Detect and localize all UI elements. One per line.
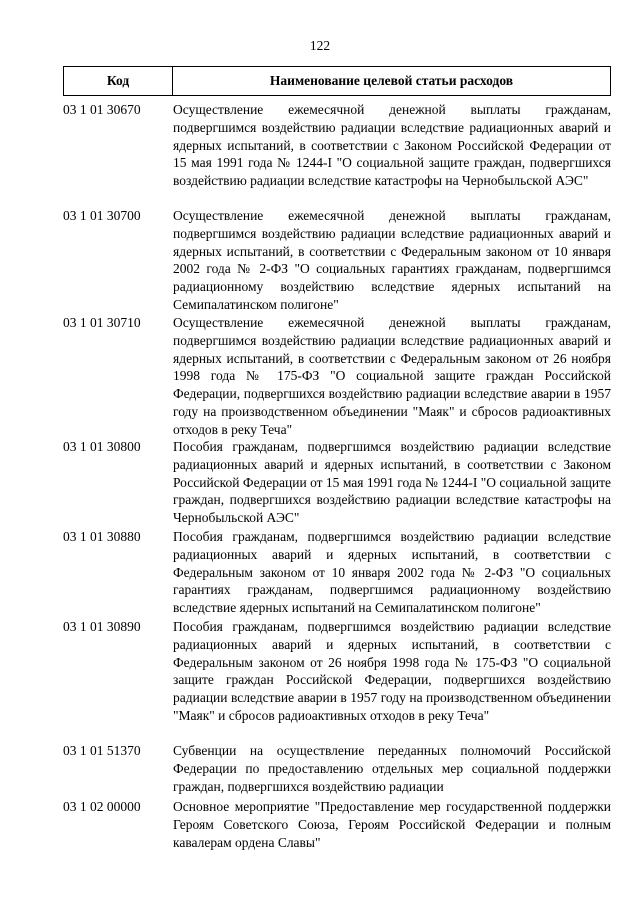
table-row [63,207,611,314]
header-code: Код [64,67,173,95]
row-code: 03 1 01 30800 [63,439,141,454]
table-row [63,742,611,798]
table-row [63,101,611,207]
budget-table [63,66,611,858]
row-name: Пособия гражданам, подвергшимся воздействию радиации вследствие радиационных аварий и ядерных испытаний, в соответствии с Законом Российской Федерации от 15 мая 1991 года № 1244-I "О социальной защите граждан, подвергшихся воздействию радиации вследствие катастрофы на Чернобыльской АЭС" [173,439,611,526]
row-code: 03 1 01 30890 [63,619,141,634]
page-number: 122 [309,38,331,53]
row-name: Пособия гражданам, подвергшимся воздействию радиации вследствие радиационных аварий и ядерных испытаний, в соответствии с Федеральным законом от 26 ноября 1998 года № 175-ФЗ "О социальной защите граждан Российской Федерации, подвергшихся воздействию радиации вследствие аварии в 1957 году на производственном объединении "Маяк" и сбросов радиоактивных отходов в реку Теча" [173,619,611,723]
row-name: Субвенции на осуществление переданных полномочий Российской Федерации по предоставлению отдельных мер социальной поддержки граждан, подвергшихся воздействию радиации [173,743,611,794]
table-row [63,528,611,618]
row-name: Осуществление ежемесячной денежной выплаты гражданам, подвергшимся воздействию радиации вследствие радиационных аварий и ядерных испытаний, в соответствии с Законом Российской Федерации от 15 мая 1991 года № 1244-I "О социальной защите граждан, подвергшихся воздействию радиации вследствие катастрофы на Чернобыльской АЭС" [173,102,611,189]
row-code: 03 1 01 30700 [63,208,141,223]
row-name: Пособия гражданам, подвергшимся воздействию радиации вследствие радиационных аварий и ядерных испытаний, в соответствии с Федеральным законом от 10 января 2002 года № 2-ФЗ "О социальных гарантиях гражданам, подвергшимся радиационному воздействию вследствие ядерных испытаний на Семипалатинском полигоне" [173,529,611,616]
row-name: Осуществление ежемесячной денежной выплаты гражданам, подвергшимся воздействию радиации вследствие радиационных аварий и ядерных испытаний, в соответствии с Федеральным законом от 26 ноября 1998 года № 175-ФЗ "О социальной защите граждан Российской Федерации, подвергшихся воздействию радиации вследствие аварии в 1957 году на производственном объединении "Маяк" и сбросов радиоактивных отходов в реку Теча" [173,315,611,437]
row-code: 03 1 02 00000 [63,799,141,814]
table-row [63,798,611,858]
row-code: 03 1 01 51370 [63,743,141,758]
table-row [63,438,611,528]
table-header [63,66,611,96]
row-name: Осуществление ежемесячной денежной выплаты гражданам, подвергшимся воздействию радиации вследствие радиационных аварий и ядерных испытаний, в соответствии с Федеральным законом от 10 января 2002 года № 2-ФЗ "О социальных гарантиях гражданам, подвергшимся радиационному воздействию вследствие ядерных испытаний на Семипалатинском полигоне" [173,208,611,312]
table-row [63,314,611,438]
row-code: 03 1 01 30880 [63,529,141,544]
table-row [63,618,611,742]
row-name: Основное мероприятие "Предоставление мер государственной поддержки Героям Советского Союза, Героям Российской Федерации и полным кавалерам ордена Славы" [173,799,611,850]
header-name: Наименование целевой статьи расходов [269,73,514,88]
row-code: 03 1 01 30670 [63,102,141,117]
table-body [63,96,611,858]
row-code: 03 1 01 30710 [63,315,141,330]
